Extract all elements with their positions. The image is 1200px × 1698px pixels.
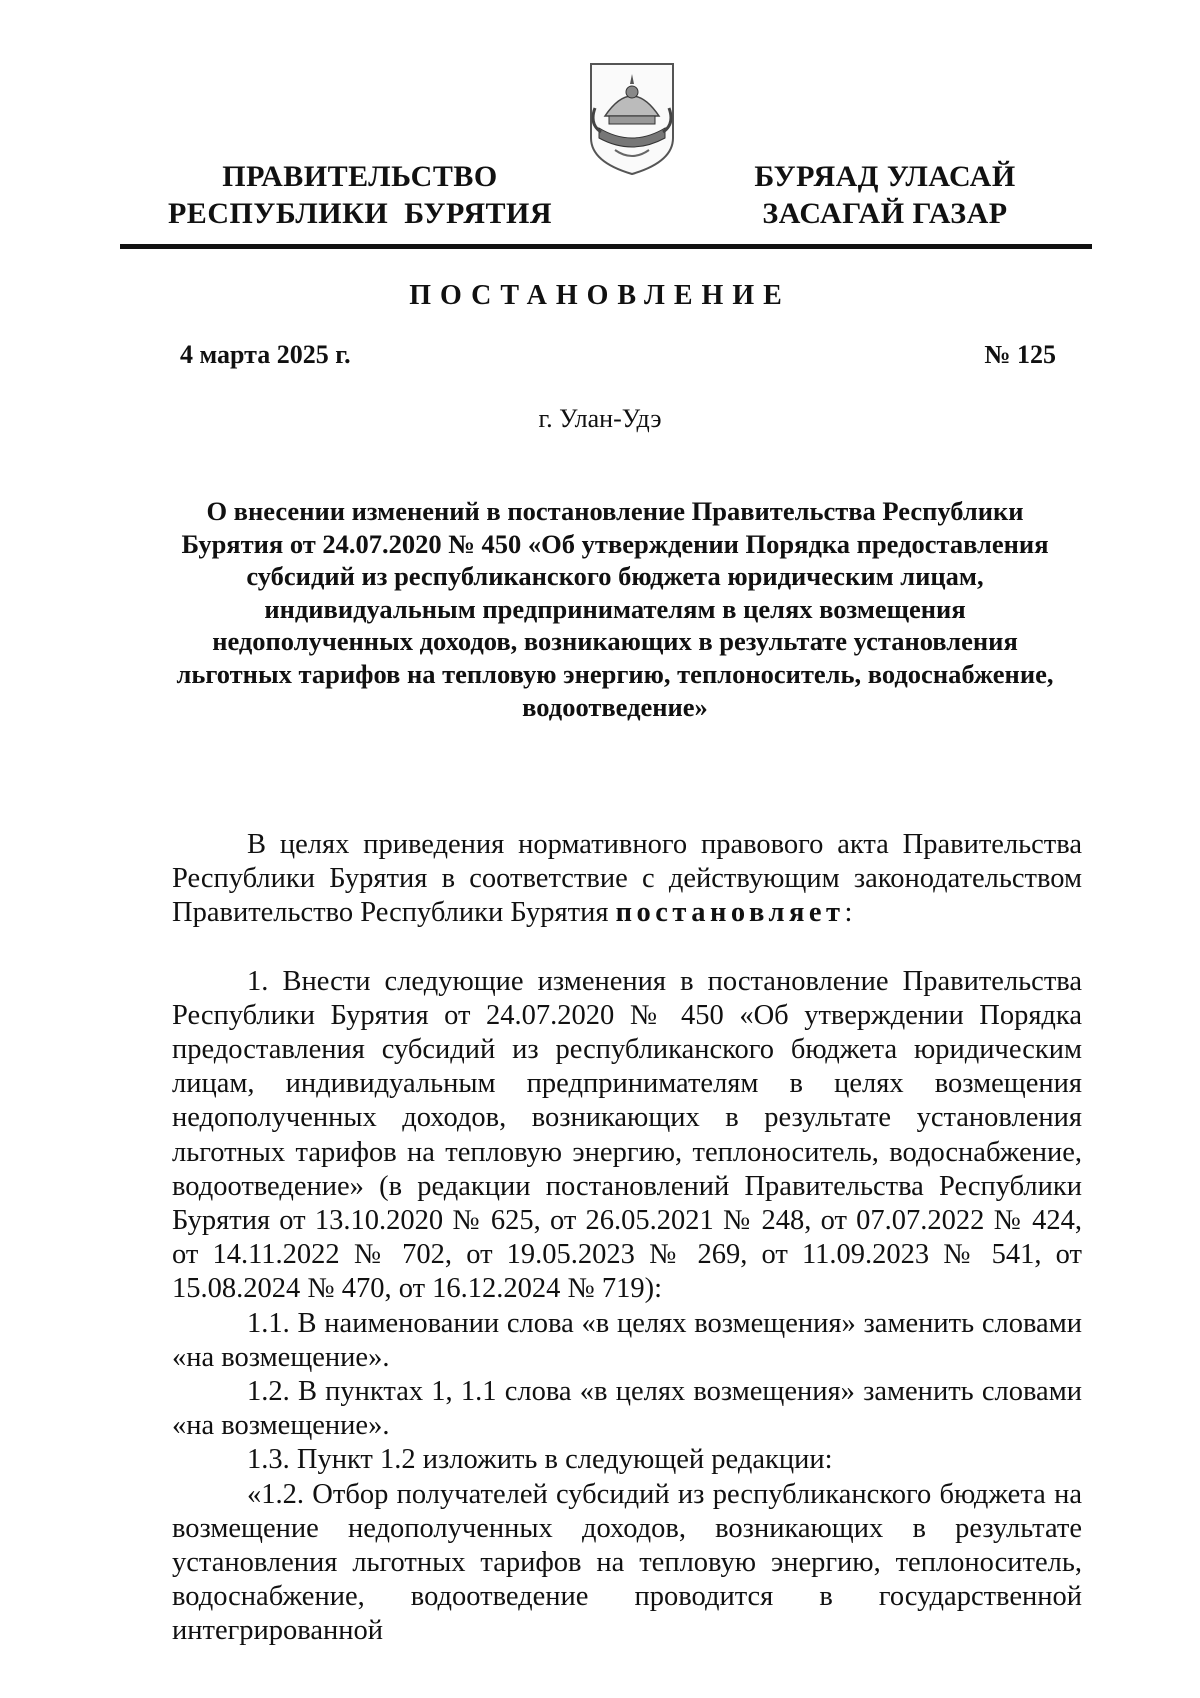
- preamble-paragraph: [172, 828, 1082, 931]
- org-name-left: [150, 158, 570, 232]
- document-city: г. Улан-Удэ: [538, 404, 662, 433]
- org-name-right: [720, 158, 1050, 232]
- document-type: ПОСТАНОВЛЕНИЕ: [409, 280, 791, 311]
- paragraph-1-3: 1.3. Пункт 1.2 изложить в следующей редакции:: [247, 1444, 833, 1476]
- org-left-line2: РЕСПУБЛИКИ БУРЯТИЯ: [167, 197, 553, 230]
- org-left-line1: ПРАВИТЕЛЬСТВО: [222, 160, 498, 193]
- header-divider: [120, 244, 1092, 249]
- preamble-text: В целях приведения нормативного правового акта Правительства Республики Бурятия в соответствие с действующим законодательством Правительство Республики Бурятия: [172, 829, 1082, 929]
- document-title: О внесении изменений в постановление Правительства Республики Бурятия от 24.07.2020 № 450 «Об утверждении Порядка предоставления субсидий из республиканского бюджета юридическим лицам, индивидуальным предпринимателям в целях возмещения недополученных доходов, возникающих в результате установления льготных тарифов на тепловую энергию, теплоноситель, водоснабжение, водоотведение»: [176, 496, 1054, 722]
- document-date: 4 марта 2025 г.: [180, 340, 351, 369]
- preamble-tail: :: [844, 897, 853, 929]
- preamble-emphasis: постановляет: [615, 897, 845, 929]
- org-right-line2: ЗАСАГАЙ ГАЗАР: [762, 197, 1008, 230]
- org-right-line1: БУРЯАД УЛАСАЙ: [754, 160, 1016, 193]
- document-number: № 125: [984, 340, 1056, 369]
- paragraph-1-1: 1.1. В наименовании слова «в целях возмещения» заменить словами «на возмещение».: [172, 1307, 1082, 1373]
- paragraph-1-2: 1.2. В пунктах 1, 1.1 слова «в целях возмещения» заменить словами «на возмещение».: [172, 1376, 1082, 1442]
- paragraph-1: 1. Внести следующие изменения в постановление Правительства Республики Бурятия от 24.07.2020 № 450 «Об утверждении Порядка предоставления субсидий из республиканского бюджета юридическим лицам, индивидуальным предпринимателям в целях возмещения недополученных доходов, возникающих в результате установления льготных тарифов на тепловую энергию, теплоноситель, водоснабжение, водоотведение» (в редакции постановлений Правительства Республики Бурятия от 13.10.2020 № 625, от 26.05.2021 № 248, от 07.07.2022 № 424, от 14.11.2022 № 702, от 19.05.2023 № 269, от 11.09.2023 № 541, от 15.08.2024 № 470, от 16.12.2024 № 719):: [172, 965, 1082, 1305]
- coat-of-arms-icon: [585, 58, 679, 178]
- paragraph-1-2-quote: «1.2. Отбор получателей субсидий из республиканского бюджета на возмещение недополученных доходов, возникающих в результате установления льготных тарифов на тепловую энергию, теплоноситель, водоснабжение, водоотведение проводится в государственной интегрированной: [172, 1478, 1082, 1647]
- document-body: [172, 828, 1082, 1649]
